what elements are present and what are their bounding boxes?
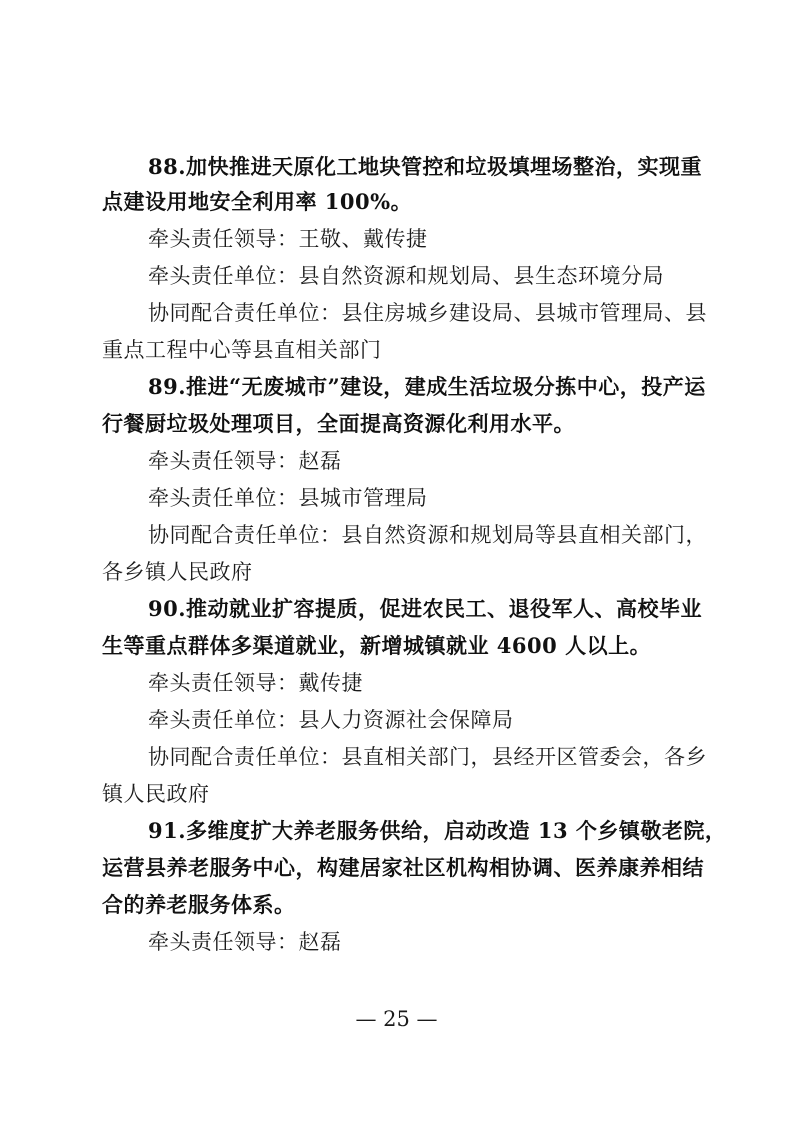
item-89-co-line-2: 各乡镇人民政府 xyxy=(102,560,253,584)
item-88-title-line-2: 点建设用地安全利用率 100%。 xyxy=(102,189,413,214)
item-89-co-line-1: 协同配合责任单位：县自然资源和规划局等县直相关部门， xyxy=(148,523,707,547)
item-88-title-line-1: 88.加快推进天原化工地块管控和垃圾填埋场整治，实现重 xyxy=(148,154,703,179)
item-90-unit: 牵头责任单位：县人力资源社会保障局 xyxy=(148,708,514,732)
item-89-unit: 牵头责任单位：县城市管理局 xyxy=(148,486,428,510)
item-91-leader: 牵头责任领导：赵磊 xyxy=(148,930,342,954)
item-90-co-line-1: 协同配合责任单位：县直相关部门，县经开区管委会，各乡 xyxy=(148,745,707,769)
page-number: — 25 — xyxy=(355,1007,438,1031)
item-90-title-line-2: 生等重点群体多渠道就业，新增城镇就业 4600 人以上。 xyxy=(102,633,652,658)
item-88-co-line-2: 重点工程中心等县直相关部门 xyxy=(102,338,382,362)
item-91-title-line-3: 合的养老服务体系。 xyxy=(102,892,296,917)
item-89-title-line-2: 行餐厨垃圾处理项目，全面提高资源化利用水平。 xyxy=(102,411,575,436)
item-91-title-line-2: 运营县养老服务中心，构建居家社区机构相协调、医养康养相结 xyxy=(102,855,704,880)
item-88-co-line-1: 协同配合责任单位：县住房城乡建设局、县城市管理局、县 xyxy=(148,301,707,325)
item-89-leader: 牵头责任领导：赵磊 xyxy=(148,449,342,473)
item-89-title-line-1: 89.推进“无废城市”建设，建成生活垃圾分拣中心，投产运 xyxy=(148,374,706,399)
item-88-leader: 牵头责任领导：王敬、戴传捷 xyxy=(148,227,428,251)
item-90-leader: 牵头责任领导：戴传捷 xyxy=(148,671,363,695)
item-91-title-line-1: 91.多维度扩大养老服务供给，启动改造 13 个乡镇敬老院， xyxy=(148,818,727,843)
item-88-unit: 牵头责任单位：县自然资源和规划局、县生态环境分局 xyxy=(148,264,664,288)
item-90-co-line-2: 镇人民政府 xyxy=(102,782,210,806)
item-90-title-line-1: 90.推动就业扩容提质，促进农民工、退役军人、高校毕业 xyxy=(148,596,703,621)
